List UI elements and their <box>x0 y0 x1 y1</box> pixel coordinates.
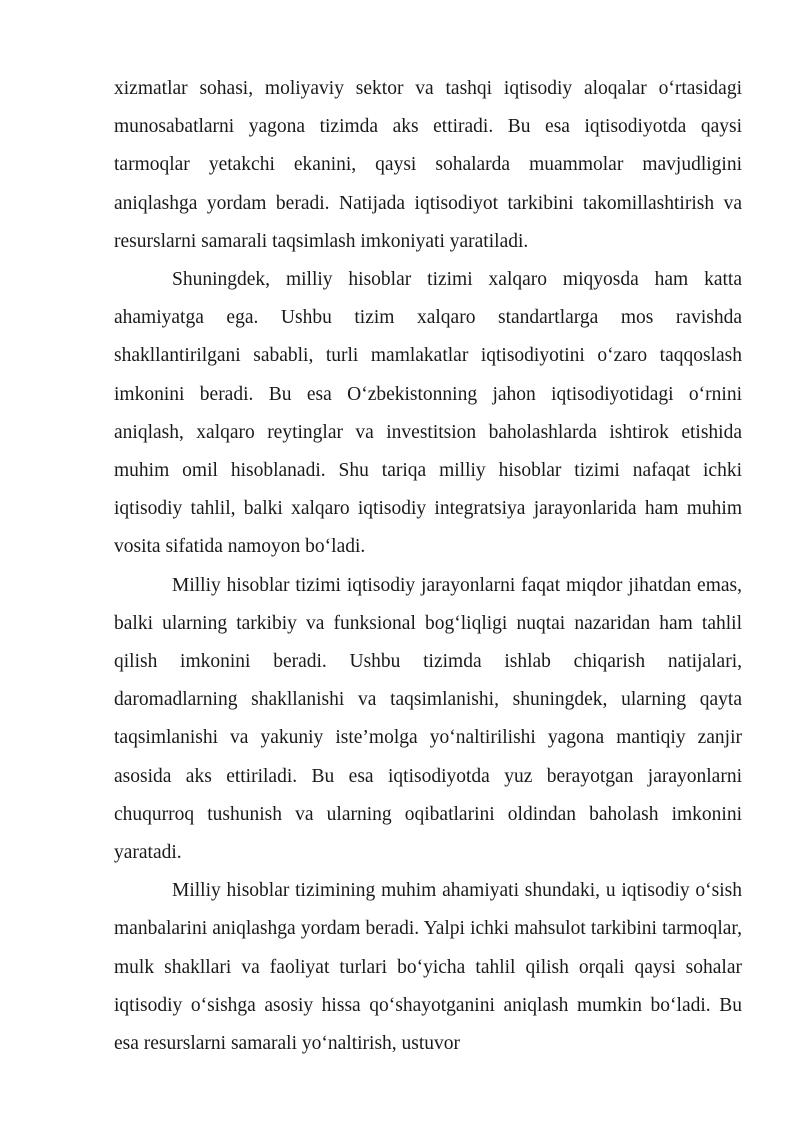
paragraph-growth-sources: Milliy hisoblar tizimining muhim ahamiyati shundaki, u iqtisodiy o‘sish manbalarini aniqlashga yordam beradi. Yalpi ichki mahsulot tarkibini tarmoqlar, mulk shakllari va faoliyat turlari bo‘yicha tahlil qilish orqali qaysi sohalar iqtisodiy o‘sishga asosiy hissa qo‘shayotganini aniqlash mumkin bo‘ladi. Bu esa resurslarni samarali yo‘naltirish, ustuvor <box>114 880 742 1055</box>
document-page <box>114 70 742 1063</box>
paragraph-structural-analysis: Milliy hisoblar tizimi iqtisodiy jarayonlarni faqat miqdor jihatdan emas, balki ularning tarkibiy va funksional bog‘liqligi nuqtai nazaridan ham tahlil qilish imkonini beradi. Ushbu tizimda ishlab chiqarish natijalari, daromadlarning shakllanishi va taqsimlanishi, shuningdek, ularning qayta taqsimlanishi va yakuniy iste’molga yo‘naltirilishi yagona mantiqiy zanjir asosida aks ettiriladi. Bu esa iqtisodiyotda yuz berayotgan jarayonlarni chuqurroq tushunish va ularning oqibatlarini oldindan baholash imkonini yaratadi. <box>114 574 742 864</box>
paragraph-continuation: xizmatlar sohasi, moliyaviy sektor va tashqi iqtisodiy aloqalar o‘rtasidagi munosabatlarni yagona tizimda aks ettiradi. Bu esa iqtisodiyotda qaysi tarmoqlar yetakchi ekanini, qaysi sohalarda muammolar mavjudligini aniqlashga yordam beradi. Natijada iqtisodiyot tarkibini takomillashtirish va resurslarni samarali taqsimlash imkoniyati yaratiladi. <box>114 78 742 252</box>
paragraph-international-significance: Shuningdek, milliy hisoblar tizimi xalqaro miqyosda ham katta ahamiyatga ega. Ushbu tizim xalqaro standartlarga mos ravishda shakllantirilgani sababli, turli mamlakatlar iqtisodiyotini o‘zaro taqqoslash imkonini beradi. Bu esa O‘zbekistonning jahon iqtisodiyotidagi o‘rnini aniqlash, xalqaro reytinglar va investitsion baholashlarda ishtirok etishida muhim omil hisoblanadi. Shu tariqa milliy hisoblar tizimi nafaqat ichki iqtisodiy tahlil, balki xalqaro iqtisodiy integratsiya jarayonlarida ham muhim vosita sifatida namoyon bo‘ladi. <box>114 269 742 558</box>
